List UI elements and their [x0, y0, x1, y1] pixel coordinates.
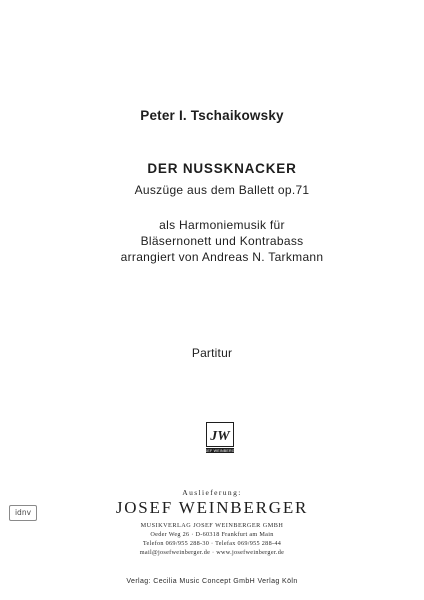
- publisher-phone: Telefon 069/955 288-30 · Telefax 069/955 288-44: [142, 540, 282, 547]
- publisher-name: JOSEF WEINBERGER: [115, 498, 309, 517]
- svg-text:JOSEF WEINBERGER: JOSEF WEINBERGER: [199, 449, 241, 454]
- publisher-footer: Verlag: Cecilia Music Concept GmbH Verlag Köln: [126, 578, 298, 585]
- delivery-label: Auslieferung:: [182, 488, 242, 497]
- arrangement-line-3: arrangiert von Andreas N. Tarkmann: [120, 250, 324, 264]
- publisher-monogram-logo: [199, 422, 241, 454]
- svg-text:JW: JW: [210, 429, 230, 444]
- work-title: DER NUSSKNACKER: [147, 161, 297, 176]
- publisher-address: Oeder Weg 26 · D-60318 Frankfurt am Main: [150, 531, 274, 538]
- arrangement-line-1: als Harmoniemusik für: [159, 218, 285, 232]
- edition-type: Partitur: [191, 346, 233, 360]
- publisher-company: MUSIKVERLAG JOSEF WEINBERGER GMBH: [140, 522, 284, 529]
- composer-name: Peter I. Tschaikowsky: [140, 108, 284, 123]
- publisher-contact: mail@josefweinberger.de · www.josefweinberger.de: [139, 549, 285, 556]
- work-subtitle: Auszüge aus dem Ballett op.71: [134, 183, 310, 197]
- side-tag: idnv: [9, 505, 37, 521]
- arrangement-line-2: Bläsernonett und Kontrabass: [140, 234, 304, 248]
